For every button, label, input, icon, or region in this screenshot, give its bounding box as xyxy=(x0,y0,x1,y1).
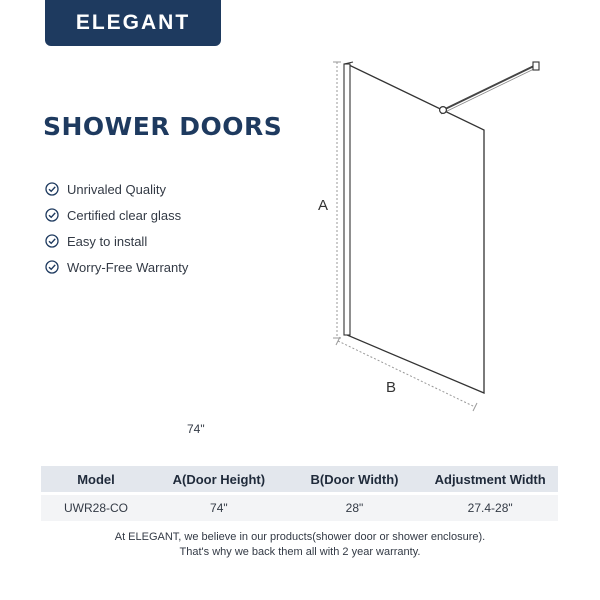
width-dimension-line xyxy=(338,341,475,407)
support-bar-clamp xyxy=(440,107,447,114)
support-bar-wall-mount xyxy=(533,62,539,70)
wall-profile xyxy=(344,64,350,335)
table-header-row xyxy=(41,466,558,494)
feature-list xyxy=(45,176,188,280)
glass-panel xyxy=(347,64,484,393)
check-circle-icon xyxy=(45,260,59,274)
warranty-note xyxy=(0,530,600,560)
check-circle-icon xyxy=(45,182,59,196)
feature-item xyxy=(45,176,188,202)
warranty-note-line-1: At ELEGANT, we believe in our products(shower door or shower enclosure). xyxy=(114,531,486,543)
feature-item xyxy=(45,202,188,228)
cell-adjustment-width: 27.4-28" xyxy=(422,494,558,522)
brand-logo xyxy=(45,0,221,46)
feature-label: Worry-Free Warranty xyxy=(67,259,189,275)
cell-door-width: 28" xyxy=(287,494,423,522)
feature-item xyxy=(45,254,188,280)
shower-door-diagram xyxy=(300,50,560,430)
warranty-note-line-2: That's why we back them all with 2 year warranty. xyxy=(179,546,421,558)
check-circle-icon xyxy=(45,208,59,222)
label-a: A xyxy=(318,197,329,214)
feature-label: Certified clear glass xyxy=(67,207,182,223)
brand-logo-text: ELEGANT xyxy=(75,11,191,34)
cell-model: UWR28-CO xyxy=(41,494,151,522)
label-b: B xyxy=(386,379,397,396)
column-header-model: Model xyxy=(41,466,151,494)
feature-label: Unrivaled Quality xyxy=(67,181,166,197)
stray-height-value: 74" xyxy=(187,422,205,436)
feature-label: Easy to install xyxy=(67,233,148,249)
spec-table xyxy=(41,466,558,521)
support-bar xyxy=(441,65,536,111)
page-title: SHOWER DOORS xyxy=(43,112,283,141)
cell-door-height: 74" xyxy=(151,494,287,522)
column-header-adjustment-width: Adjustment Width xyxy=(422,466,558,494)
check-circle-icon xyxy=(45,234,59,248)
column-header-door-height: A(Door Height) xyxy=(151,466,287,494)
column-header-door-width: B(Door Width) xyxy=(287,466,423,494)
feature-item xyxy=(45,228,188,254)
table-row xyxy=(41,494,558,522)
